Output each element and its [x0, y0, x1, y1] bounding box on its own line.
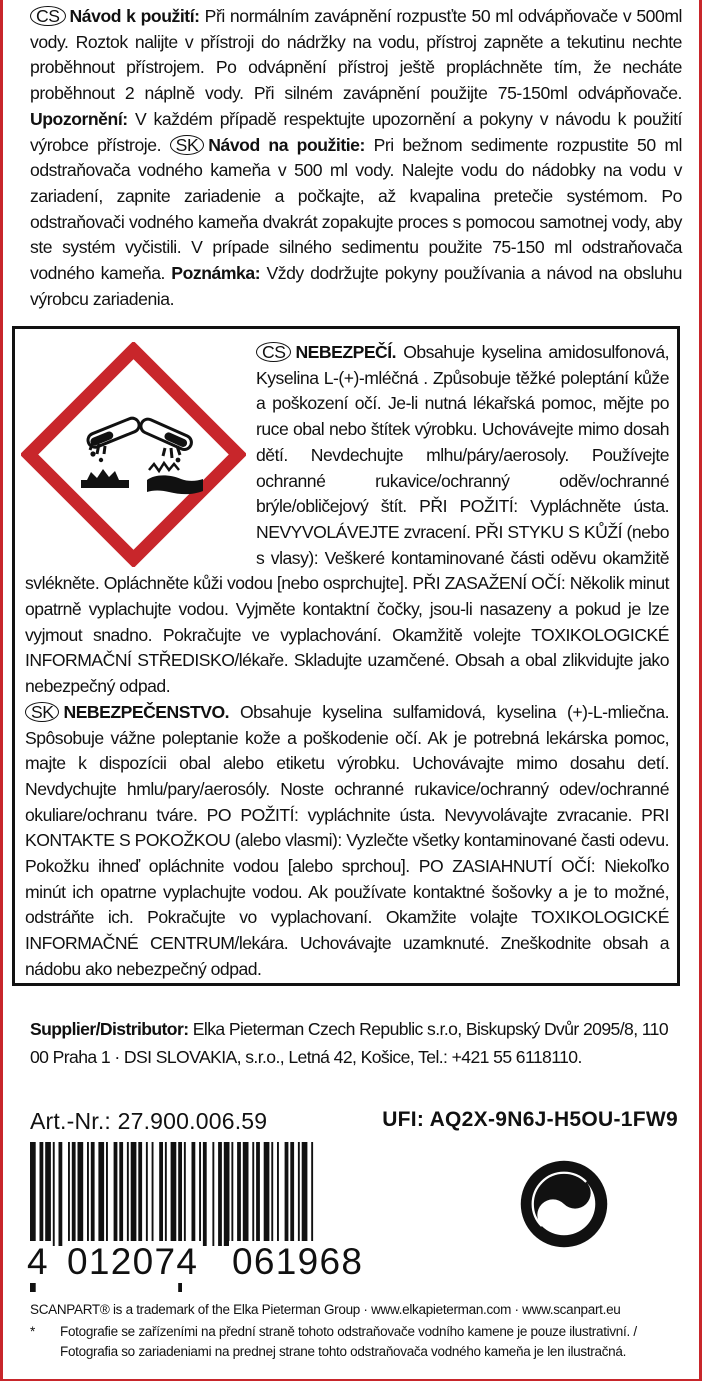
barcode-bar	[290, 1142, 294, 1246]
barcode-right-digits: 061968	[229, 1241, 366, 1283]
barcode-bar	[131, 1142, 137, 1246]
supplier-text: Elka Pieterman Czech Republic s.r.o, Biskupský Dvůr 2095/8, 110 00 Praha 1 · DSI SLOVAKIA, s.r.o., Letná 42, Košice, Tel.: +421 55 6118110.	[30, 1019, 669, 1067]
barcode-bar	[40, 1142, 44, 1246]
sk-hazard-text: Obsahuje kyselina sulfamidová, kyselina (+)-L-mliečna. Spôsobuje vážne poleptanie kože a poškodenie očí. Ak je potrebná lekárska pomoc, majte k dispozícii obal alebo etiketu výrobku. Uchovávajte mimo dosahu detí. Nevdychujte hmlu/pary/aerosóly. Noste ochranné rukavice/ochranný odev/ochranné okuliare/ochranu tváre. PO POŽITÍ: vypláchnite ústa. Nevyvolávajte zvracanie. PRI KONTAKTE S POKOŽKOU (alebo vlasmi): Vyzlečte všetky kontaminované časti odevu. Pokožku ihneď opláchnite vodou [alebo sprchou]. PO ZASIAHNUTÍ OČÍ: Niekoľko minút ich opatrne vyplachujte vodou. Ak používate kontaktné šošovky a je to možné, odstráňte ich. Pokračujte vo vyplachovaní. Okamžite volajte TOXIKOLOGICKÉ INFORMAČNÉ CENTRUM/lekára. Uchovávajte uzamknuté. Zneškodnite obsah a nádobu ako nebezpečný odpad.	[25, 701, 669, 979]
barcode-bar	[203, 1142, 207, 1246]
barcode-bar	[59, 1142, 63, 1246]
barcode-bar	[285, 1142, 289, 1246]
barcode-bar	[218, 1142, 222, 1246]
barcode-bar	[243, 1142, 249, 1246]
barcode-bar	[311, 1142, 313, 1246]
barcode-bar	[264, 1142, 270, 1246]
sk-signal-word: NEBEZPEČENSTVO.	[63, 701, 230, 722]
sk-usage-text: Pri bežnom sedimente rozpustite 50 ml odstraňovača vodného kameňa v 500 ml vody. Nalejte vodu do nádobky na vodu v zariadení, zapnite zariadenie a počkajte, až kvapalina pretečie systémom. Po odstraňovači vodného kameňa dvakrát zopakujte proces s pomocou samotnej vody, aby ste systém vyčistili. V prípade silného sedimentu použite 75-150 ml odstraňovača vodného kameňa.	[30, 134, 682, 284]
product-codes	[30, 1108, 678, 1138]
trademark-line: SCANPART® is a trademark of the Elka Pieterman Group · www.elkapieterman.com · www.scanpart.eu	[30, 1302, 621, 1317]
barcode-bar	[159, 1142, 163, 1246]
barcode-bar	[72, 1142, 76, 1246]
green-dot-recycling-icon	[518, 1158, 610, 1250]
barcode-left-digits: 012074	[64, 1241, 201, 1283]
barcode-bar	[212, 1142, 214, 1246]
pictogram-diamond	[29, 350, 238, 559]
barcode-bar	[91, 1142, 95, 1246]
barcode-bar	[98, 1142, 104, 1246]
cs-signal-word: NEBEZPEČÍ.	[295, 342, 397, 362]
sk-hazard-paragraph	[25, 700, 669, 983]
sk-language-badge: SK	[25, 702, 59, 722]
barcode-bar	[127, 1142, 129, 1246]
footnote-cs: Fotografie se zařízeními na přední straně tohoto odstraňovače vodního kamene je pouze ilustrativní. /	[60, 1324, 637, 1339]
barcode-bar	[302, 1142, 308, 1246]
barcode-bar	[192, 1142, 196, 1246]
barcode-first-digit: 4	[24, 1241, 52, 1283]
cs-usage-text: Při normálním zavápnění rozpusťte 50 ml odvápňovače v 500ml vody. Roztok nalijte v přístroji do nádržky na vodu, přístroj zapněte a tekutinu nechte proběhnout přístrojem. Po odvápnění přístroj ještě propláchněte tím, že necháte proběhnout 2 náplně vody. Při silném zavápnění použijte 75-150ml odvápňovače.	[30, 6, 682, 104]
cs-usage-title: Návod k použití:	[69, 6, 200, 26]
barcode-bar	[114, 1142, 118, 1246]
barcode-bar	[184, 1142, 186, 1246]
label-edge-left	[0, 0, 3, 1381]
barcode-bar	[87, 1142, 89, 1246]
barcode-bar	[106, 1142, 108, 1246]
barcode-bar	[231, 1142, 233, 1246]
barcode-bar	[45, 1142, 51, 1246]
corrosive-hazard-icon	[21, 342, 246, 567]
usage-instructions	[30, 4, 682, 312]
barcode-bar	[256, 1142, 260, 1246]
barcode-bar	[78, 1142, 84, 1246]
footnote-sk: Fotografia so zariadeniami na prednej strane tohto odstraňovača vodného kameňa je len ilustračná.	[60, 1344, 627, 1359]
barcode-bar	[237, 1142, 241, 1246]
barcode-bar	[271, 1142, 273, 1246]
barcode-bar	[119, 1142, 123, 1246]
sk-language-badge: SK	[170, 135, 205, 155]
supplier-label: Supplier/Distributor:	[30, 1019, 189, 1039]
barcode-bar	[277, 1142, 279, 1246]
cs-warning-text: V každém případě respektujte upozornění a pokyny v návodu k použití výrobce přístroje.	[30, 108, 682, 155]
barcode-bar	[298, 1142, 300, 1246]
barcode-bar	[224, 1142, 230, 1246]
footnote-asterisk: *	[30, 1324, 35, 1339]
barcode-bar	[171, 1142, 177, 1246]
supplier-paragraph	[30, 1015, 680, 1071]
barcode-bar	[53, 1142, 55, 1246]
sk-usage-title: Návod na použitie:	[208, 134, 365, 155]
barcode-bar	[199, 1142, 201, 1246]
hazard-box	[12, 326, 680, 986]
barcode-bar	[252, 1142, 254, 1246]
barcode-bar	[68, 1142, 70, 1246]
barcode-bar	[152, 1142, 154, 1246]
cs-hazard-text: Obsahuje kyselina amidosulfonová, Kyselina L-(+)-mléčná . Způsobuje těžké poleptání kůže a poškození očí. Je-li nutná lékařská pomoc, mějte po ruce obal nebo štítek výrobku. Uchovávejte mimo dosah dětí. Nevdechujte mlhu/páry/aerosoly. Používejte ochranné rukavice/ochranný oděv/ochranné brýle/obličejový štít. PŘI POŽITÍ: Vypláchněte ústa. NEVYVOLÁVEJTE zvracení. PŘI STYKU S KŮŽÍ (nebo s vlasy): Veškeré kontaminované části oděvu okamžitě svlékněte. Opláchněte kůži vodou [nebo osprchujte]. PŘI ZASAŽENÍ OČÍ: Několik minut opatrně vyplachujte vodou. Vyjměte kontaktní čočky, jsou-li nasazeny a pokud je lze vyjmout snadno. Pokračujte ve vyplachování. Okamžitě volejte TOXIKOLOGICKÉ INFORMAČNÍ STŘEDISKO/lékaře. Skladujte uzamčené. Obsah a obal zlikvidujte jako nebezpečný odpad.	[25, 342, 669, 697]
cs-language-badge: CS	[30, 6, 66, 26]
barcode-bar	[138, 1142, 142, 1246]
article-number: Art.-Nr.: 27.900.006.59	[30, 1108, 268, 1134]
barcode-bar	[146, 1142, 148, 1246]
barcode-bar	[165, 1142, 167, 1246]
ufi-code: UFI: AQ2X-9N6J-H5OU-1FW9	[382, 1108, 678, 1131]
sk-note-text: Vždy dodržujte pokyny používania a návod na obsluhu výrobcu zariadenia.	[30, 263, 682, 309]
usage-paragraph	[30, 4, 682, 312]
cs-language-badge: CS	[256, 342, 291, 362]
illustration-footnote	[30, 1322, 680, 1362]
cs-warning-title: Upozornění:	[30, 108, 128, 129]
sk-note-title: Poznámka:	[171, 263, 261, 284]
supplier-info	[30, 1015, 680, 1071]
